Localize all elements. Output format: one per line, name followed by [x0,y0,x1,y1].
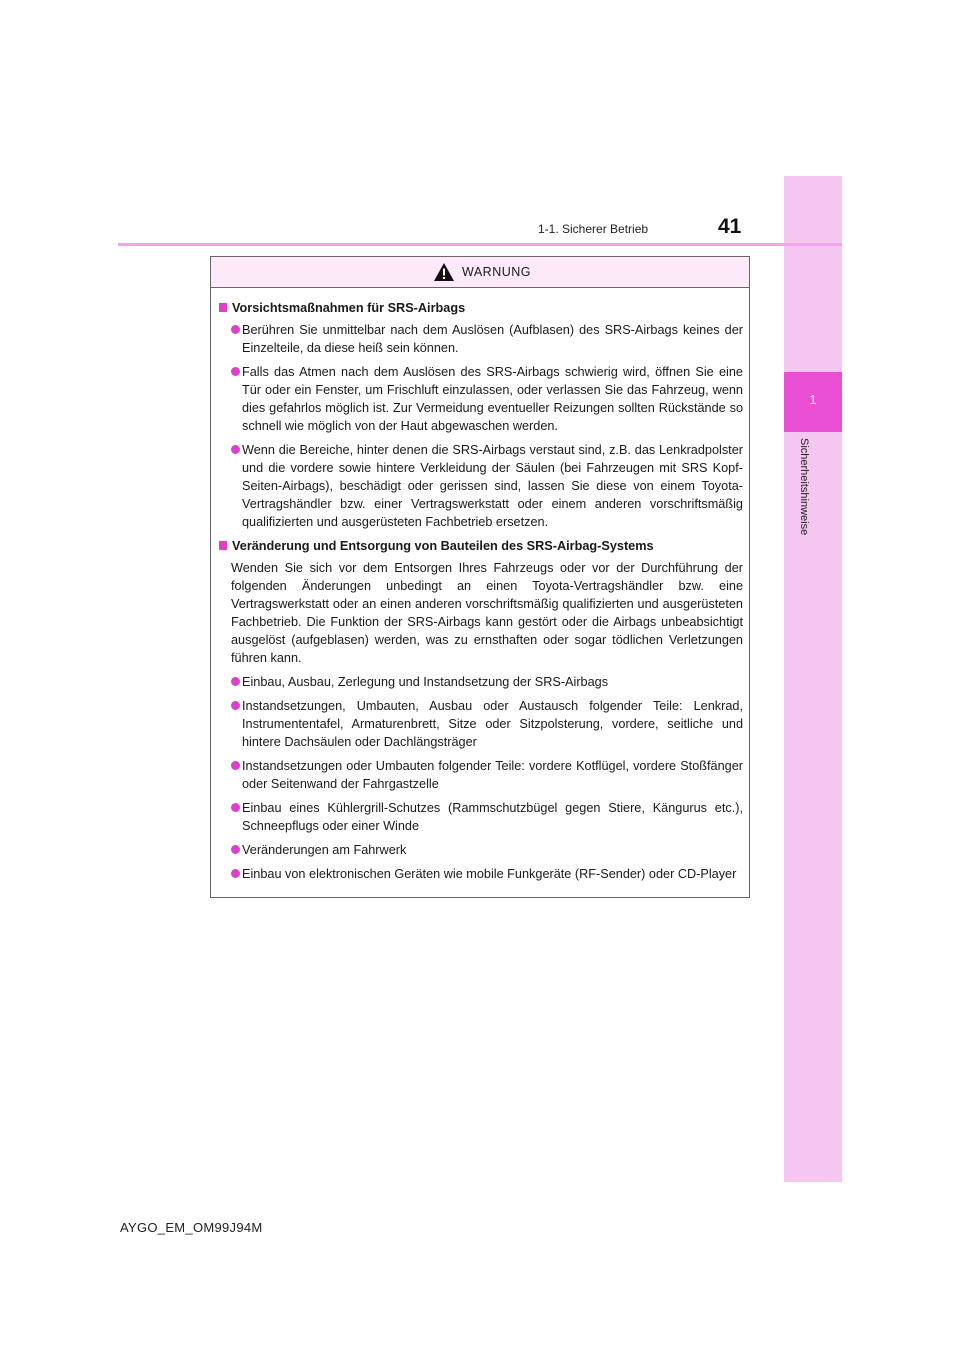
list-item: Wenn die Bereiche, hinter denen die SRS-Airbags verstaut sind, z.B. das Lenkradpolster und die vordere sowie hintere Verkleidung der Säulen (bei Fahrzeugen mit SRS Kopf-Seiten-Airbags), beschädigt oder gerissen sind, lassen Sie diese von einem Toyota-Vertragshändler bzw. einer Vertragswerkstatt oder einem anderen vorschriftsmäßig qualifizierten und ausgerüsteten Fachbetrieb ersetzen. [219,441,743,531]
warning-title: WARNUNG [462,265,532,279]
list-item: Einbau eines Kühlergrill-Schutzes (Rammschutzbügel gegen Stiere, Kängurus etc.), Schneepflugs oder einer Winde [219,799,743,835]
chapter-side-tab [784,176,842,1182]
warning-content [219,299,743,889]
section-heading: Vorsichtsmaßnahmen für SRS-Airbags [219,299,743,317]
list-item: Einbau, Ausbau, Zerlegung und Instandsetzung der SRS-Airbags [219,673,743,691]
page-number: 41 [718,215,742,238]
bullet-dot-icon [231,677,240,686]
bullet-dot-icon [231,845,240,854]
list-item: Veränderungen am Fahrwerk [219,841,743,859]
bullet-dot-icon [231,445,240,454]
section-paragraph: Wenden Sie sich vor dem Entsorgen Ihres Fahrzeugs oder vor der Durchführung der folgenden Änderungen unbedingt an einen Toyota-Vertragshändler bzw. eine Vertragswerkstatt oder an einen anderen vorschriftsmäßig qualifizierten und ausgerüsteten Fachbetrieb. Die Funktion der SRS-Airbags kann gestört oder die Airbags unbeabsichtigt ausgelöst (aufgeblasen) werden, was zu ernsthaften oder sogar tödlichen Verletzungen führen kann. [231,561,743,665]
bullet-dot-icon [231,869,240,878]
list-item: Berühren Sie unmittelbar nach dem Auslösen (Aufblasen) des SRS-Airbags keines der Einzelteile, da diese heiß sein können. [219,321,743,357]
list-item: Falls das Atmen nach dem Auslösen des SRS-Airbags schwierig wird, öffnen Sie eine Tür oder ein Fenster, um Frischluft einzulassen, oder verlassen Sie das Fahrzeug, wenn dies gefahrlos möglich ist. Zur Vermeidung eventueller Reizungen sollten Rückstände so schnell wie möglich von der Haut abgewaschen werden. [219,363,743,435]
chapter-number: 1 [809,392,817,407]
section-title: 1-1. Sicherer Betrieb [538,222,649,236]
bullet-dot-icon [231,803,240,812]
warning-triangle-icon [433,262,455,282]
bullet-dot-icon [231,761,240,770]
document-code: AYGO_EM_OM99J94M [120,1220,263,1235]
square-bullet-icon [219,541,227,550]
square-bullet-icon [219,303,227,312]
list-item: Instandsetzungen oder Umbauten folgender Teile: vordere Kotflügel, vordere Stoßfänger oder Seitenwand der Fahrgastzelle [219,757,743,793]
list-item: Instandsetzungen, Umbauten, Ausbau oder Austausch folgender Teile: Lenkrad, Instrumententafel, Armaturenbrett, Sitze oder Sitzpolsterung, vordere, seitliche und hintere Dachsäulen oder Dachlängsträger [219,697,743,751]
list-item: Einbau von elektronischen Geräten wie mobile Funkgeräte (RF-Sender) oder CD-Player [219,865,743,883]
warning-box [210,256,750,898]
bullet-dot-icon [231,701,240,710]
section-heading: Veränderung und Entsorgung von Bauteilen des SRS-Airbag-Systems [219,537,743,555]
header-rule [118,243,842,246]
bullet-dot-icon [231,367,240,376]
warning-header [211,257,749,288]
chapter-label: Sicherheitshinweise [798,438,810,536]
bullet-dot-icon [231,325,240,334]
